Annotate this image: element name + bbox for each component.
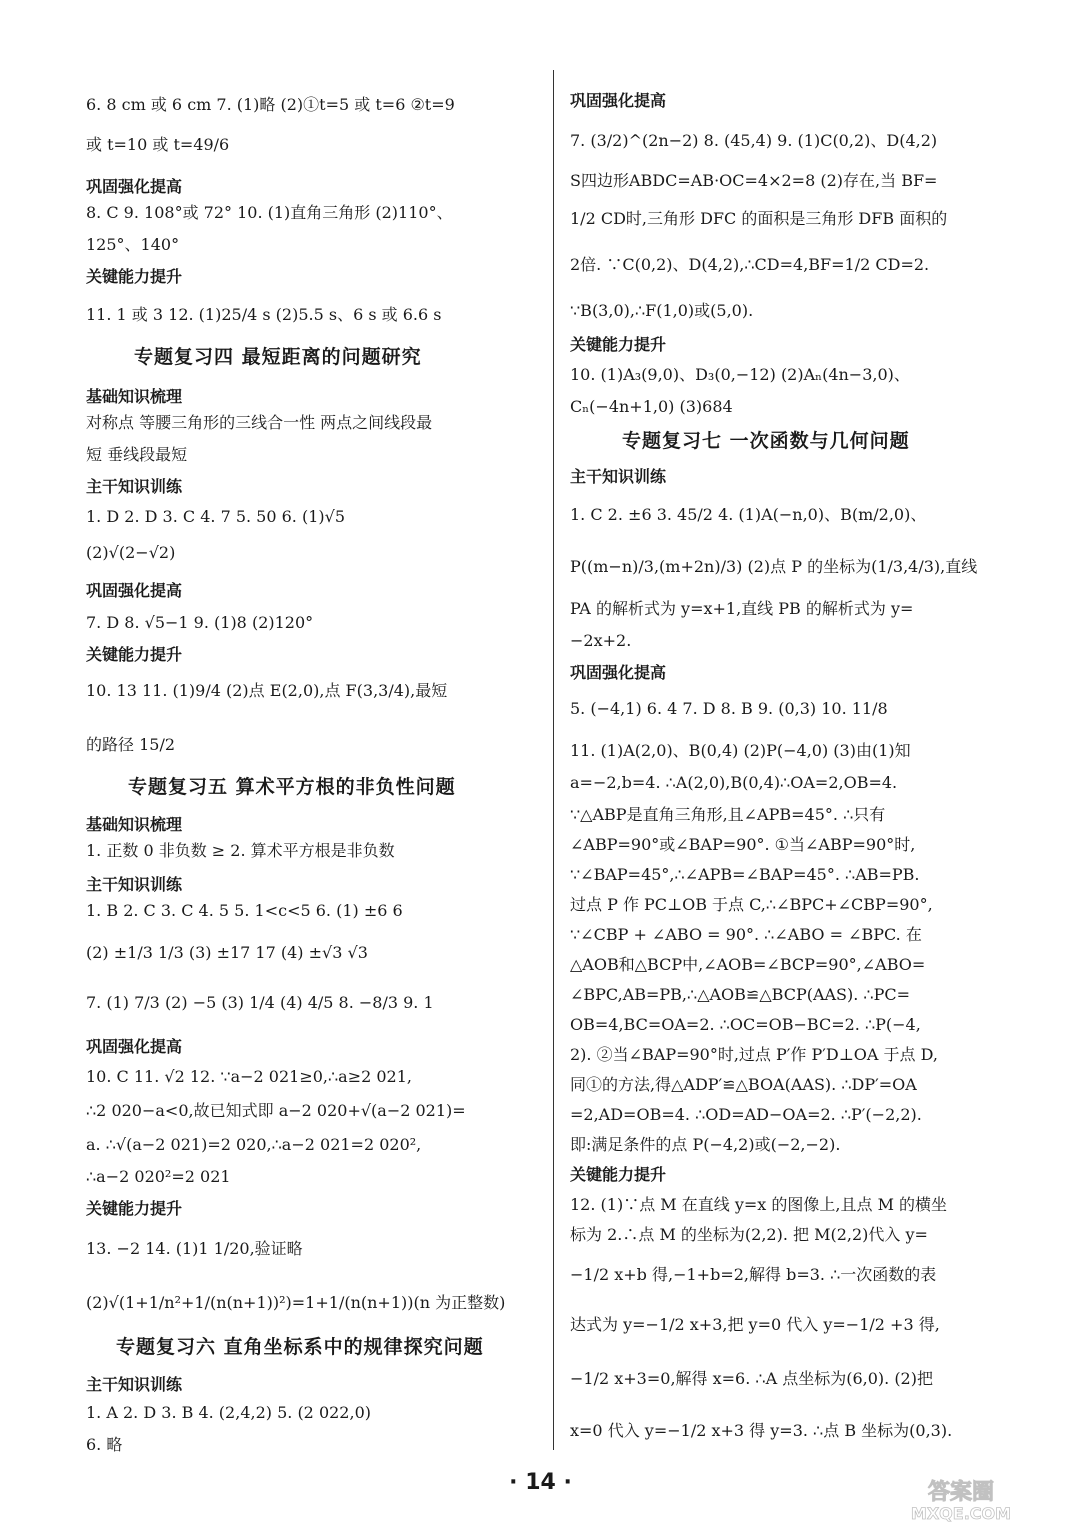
section-heading: 关键能力提升	[86, 1199, 183, 1218]
section-heading: 主干知识训练	[86, 875, 183, 894]
watermark-logo	[881, 1475, 1041, 1523]
answer-line: 12. (1)∵点 M 在直线 y=x 的图像上,且点 M 的横坐	[570, 1195, 948, 1214]
section-heading: 巩固强化提高	[570, 91, 667, 110]
answer-line: 11. (1)A(2,0)、B(0,4) (2)P(−4,0) (3)由(1)知	[570, 741, 911, 760]
answer-line: a=−2,b=4. ∴A(2,0),B(0,4)∴OA=2,OB=4.	[570, 773, 898, 792]
answer-line: a. ∴√(a−2 021)=2 020,∴a−2 021=2 020²,	[86, 1135, 422, 1154]
answer-line: 或 t=10 或 t=49/6	[86, 135, 230, 154]
answer-line: 2). ②当∠BAP=90°时,过点 P′作 P′D⊥OA 于点 D,	[570, 1045, 938, 1064]
answer-line: 7. D 8. √5−1 9. (1)8 (2)120°	[86, 613, 314, 632]
answer-line: ∠ABP=90°或∠BAP=90°. ①当∠ABP=90°时,	[570, 835, 916, 854]
answer-line: 7. (1) 7/3 (2) −5 (3) 1/4 (4) 4/5 8. −8/3 9. 1	[86, 993, 434, 1012]
page-number: · 14 ·	[509, 1470, 572, 1495]
answer-line: ∵B(3,0),∴F(1,0)或(5,0).	[570, 301, 754, 320]
answer-line: ∵△ABP是直角三角形,且∠APB=45°. ∴只有	[570, 805, 886, 824]
section-heading: 关键能力提升	[570, 335, 667, 354]
answer-line: 即:满足条件的点 P(−4,2)或(−2,−2).	[570, 1135, 841, 1154]
answer-line: 11. 1 或 3 12. (1)25/4 s (2)5.5 s、6 s 或 6.6 s	[86, 305, 442, 324]
answer-line: PA 的解析式为 y=x+1,直线 PB 的解析式为 y=	[570, 599, 914, 618]
section-heading: 基础知识梳理	[86, 815, 183, 834]
answer-line: S四边形ABDC=AB·OC=4×2=8 (2)存在,当 BF=	[570, 171, 938, 190]
answer-line: P((m−n)/3,(m+2n)/3) (2)点 P 的坐标为(1/3,4/3),直线	[570, 557, 978, 576]
answer-line: 标为 2.∴点 M 的坐标为(2,2). 把 M(2,2)代入 y=	[570, 1225, 928, 1244]
section-heading: 关键能力提升	[86, 267, 183, 286]
section-heading: 巩固强化提高	[86, 1037, 183, 1056]
answer-line: OB=4,BC=OA=2. ∴OC=OB−BC=2. ∴P(−4,	[570, 1015, 921, 1034]
section-heading: 主干知识训练	[86, 477, 183, 496]
section-heading: 巩固强化提高	[86, 177, 183, 196]
topic-title: 专题复习七 一次函数与几何问题	[622, 430, 910, 452]
answer-line: 2倍. ∵C(0,2)、D(4,2),∴CD=4,BF=1/2 CD=2.	[570, 255, 930, 274]
answer-line: −2x+2.	[570, 631, 632, 650]
answer-line: 1. B 2. C 3. C 4. 5 5. 1<c<5 6. (1) ±6 6	[86, 901, 403, 920]
answer-line: ∵∠CBP + ∠ABO = 90°. ∴∠ABO = ∠BPC. 在	[570, 925, 922, 944]
answer-line: 6. 略	[86, 1435, 123, 1454]
answer-line: (2)√(2−√2)	[86, 543, 176, 562]
answer-line: Cₙ(−4n+1,0) (3)684	[570, 397, 733, 416]
column-divider	[553, 70, 554, 1450]
answer-line: 8. C 9. 108°或 72° 10. (1)直角三角形 (2)110°、	[86, 203, 453, 222]
section-heading: 主干知识训练	[86, 1375, 183, 1394]
section-heading: 巩固强化提高	[86, 581, 183, 600]
answer-line: 125°、140°	[86, 235, 180, 254]
answer-line: 10. (1)A₃(9,0)、D₃(0,−12) (2)Aₙ(4n−3,0)、	[570, 365, 910, 384]
answer-line: =2,AD=OB=4. ∴OD=AD−OA=2. ∴P′(−2,2).	[570, 1105, 922, 1124]
answer-line: (2)√(1+1/n²+1/(n(n+1))²)=1+1/(n(n+1))(n 为正整数)	[86, 1293, 506, 1312]
answer-line: 10. C 11. √2 12. ∵a−2 021≥0,∴a≥2 021,	[86, 1067, 412, 1086]
answer-line: ∵∠BAP=45°,∴∠APB=∠BAP=45°. ∴AB=PB.	[570, 865, 920, 884]
answer-line: 1. 正数 0 非负数 ≥ 2. 算术平方根是非负数	[86, 841, 395, 860]
answer-line: ∴2 020−a<0,故已知式即 a−2 020+√(a−2 021)=	[86, 1101, 466, 1120]
answer-line: 1/2 CD时,三角形 DFC 的面积是三角形 DFB 面积的	[570, 209, 948, 228]
section-heading: 巩固强化提高	[570, 663, 667, 682]
answer-line: 对称点 等腰三角形的三线合一性 两点之间线段最	[86, 413, 433, 432]
answer-line: △AOB和△BCP中,∠AOB=∠BCP=90°,∠ABO=	[570, 955, 926, 974]
answer-line: 过点 P 作 PC⊥OB 于点 C,∴∠BPC+∠CBP=90°,	[570, 895, 933, 914]
answer-line: 10. 13 11. (1)9/4 (2)点 E(2,0),点 F(3,3/4),最短	[86, 681, 448, 700]
answer-line: 7. (3/2)^(2n−2) 8. (45,4) 9. (1)C(0,2)、D(4,2)	[570, 131, 938, 150]
watermark-url: MXQE.COM	[910, 1504, 1012, 1523]
answer-line: 短 垂线段最短	[86, 445, 188, 464]
answer-line: 5. (−4,1) 6. 4 7. D 8. B 9. (0,3) 10. 11/8	[570, 699, 888, 718]
answer-line: (2) ±1/3 1/3 (3) ±17 17 (4) ±√3 √3	[86, 943, 368, 962]
topic-title: 专题复习六 直角坐标系中的规律探究问题	[116, 1336, 484, 1358]
answer-line: 1. A 2. D 3. B 4. (2,4,2) 5. (2 022,0)	[86, 1403, 371, 1422]
answer-line: ∠BPC,AB=PB,∴△AOB≌△BCP(AAS). ∴PC=	[570, 985, 911, 1004]
topic-title: 专题复习四 最短距离的问题研究	[134, 346, 422, 368]
topic-title: 专题复习五 算术平方根的非负性问题	[128, 776, 456, 798]
answer-line: ∴a−2 020²=2 021	[86, 1167, 231, 1186]
answer-line: −1/2 x+b 得,−1+b=2,解得 b=3. ∴一次函数的表	[570, 1265, 937, 1284]
section-heading: 基础知识梳理	[86, 387, 183, 406]
answer-line: 1. C 2. ±6 3. 45/2 4. (1)A(−n,0)、B(m/2,0)、	[570, 505, 927, 524]
section-heading: 关键能力提升	[570, 1165, 667, 1184]
answer-line: 达式为 y=−1/2 x+3,把 y=0 代入 y=−1/2 +3 得,	[570, 1315, 940, 1334]
watermark-text: 答案圈	[927, 1480, 995, 1505]
section-heading: 主干知识训练	[570, 467, 667, 486]
answer-line: 13. −2 14. (1)1 1/20,验证略	[86, 1239, 303, 1258]
answer-line: 6. 8 cm 或 6 cm 7. (1)略 (2)①t=5 或 t=6 ②t=9	[86, 95, 455, 114]
answer-line: x=0 代入 y=−1/2 x+3 得 y=3. ∴点 B 坐标为(0,3).	[570, 1421, 953, 1440]
answer-line: 的路径 15/2	[86, 735, 176, 754]
section-heading: 关键能力提升	[86, 645, 183, 664]
answer-line: 1. D 2. D 3. C 4. 7 5. 50 6. (1)√5	[86, 507, 346, 526]
answer-line: 同①的方法,得△ADP′≌△BOA(AAS). ∴DP′=OA	[570, 1075, 917, 1094]
answer-line: −1/2 x+3=0,解得 x=6. ∴A 点坐标为(6,0). (2)把	[570, 1369, 933, 1388]
